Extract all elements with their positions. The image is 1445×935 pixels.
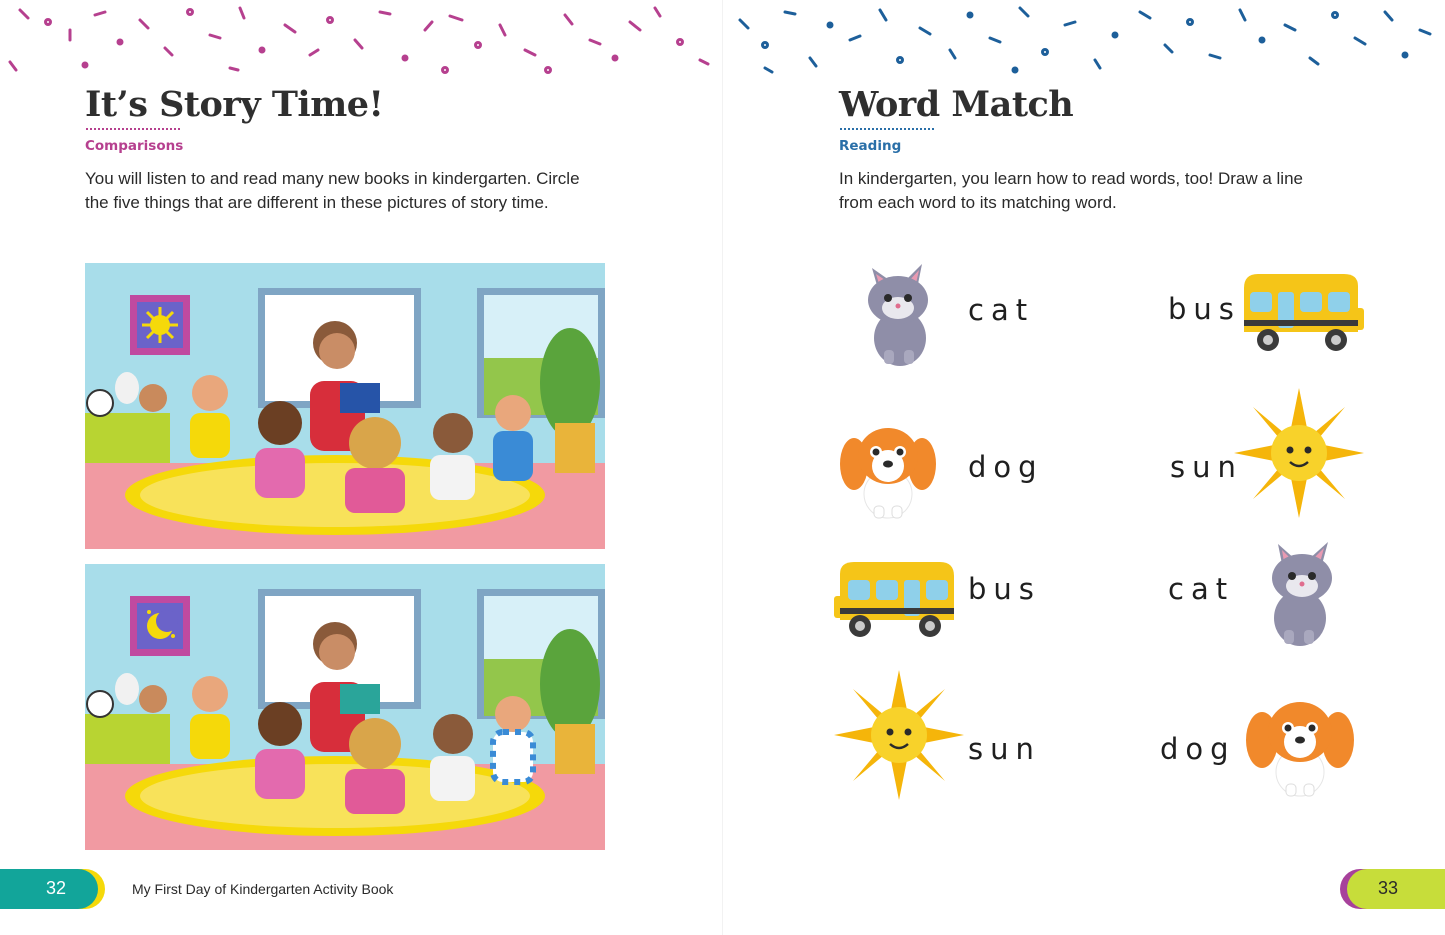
title-underline-left — [86, 128, 180, 130]
word-left-bus: bus — [968, 572, 1041, 606]
word-left-cat: cat — [968, 293, 1035, 327]
subtitle-left: Comparisons — [85, 138, 184, 154]
page-title-right: Word Match — [839, 84, 1074, 125]
bus-icon — [830, 556, 960, 642]
word-left-dog: dog — [968, 450, 1044, 484]
subtitle-right: Reading — [839, 138, 902, 154]
word-left-sun: sun — [968, 732, 1041, 766]
page-number-right: 33 — [1378, 878, 1399, 898]
cat-icon — [1262, 536, 1342, 646]
dog-icon — [838, 414, 938, 520]
word-right-cat: cat — [1168, 572, 1235, 606]
page-gutter — [722, 0, 723, 935]
title-underline-right — [840, 128, 934, 130]
page-title-left: It’s Story Time! — [85, 84, 384, 125]
story-scene-bottom — [85, 564, 605, 850]
sun-picture-icon — [142, 307, 178, 343]
story-scene-top — [85, 263, 605, 549]
word-right-bus: bus — [1168, 292, 1241, 326]
instructions-right-line2: from each word to its matching word. — [839, 193, 1117, 212]
instructions-left-line2: the five things that are different in these pictures of story time. — [85, 193, 549, 212]
book-title: My First Day of Kindergarten Activity Book — [132, 881, 394, 897]
bus-icon — [1238, 268, 1368, 356]
word-right-dog: dog — [1160, 732, 1236, 766]
word-right-sun: sun — [1170, 450, 1243, 484]
page-number-left: 32 — [46, 878, 67, 898]
instructions-left-line1: You will listen to and read many new books in kindergarten. Circle — [85, 169, 580, 188]
sun-icon — [834, 670, 964, 800]
dog-icon — [1242, 690, 1358, 798]
sun-icon — [1234, 388, 1364, 518]
instructions-right-line1: In kindergarten, you learn how to read words, too! Draw a line — [839, 169, 1303, 188]
cat-icon — [858, 258, 938, 366]
